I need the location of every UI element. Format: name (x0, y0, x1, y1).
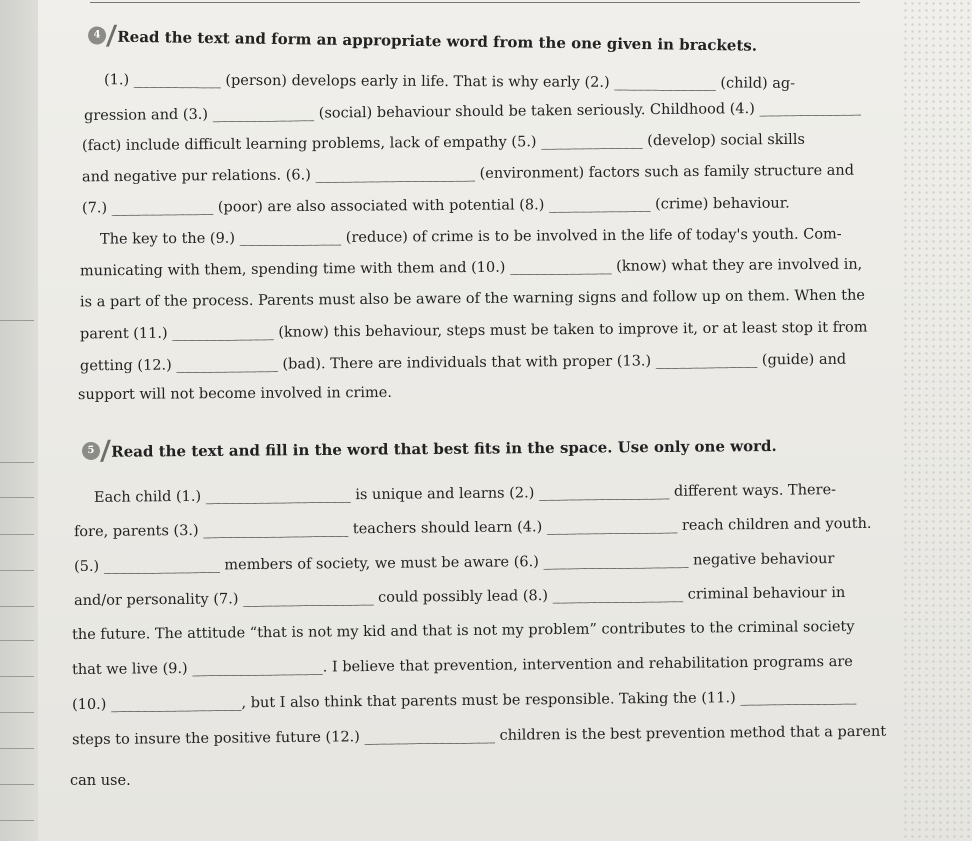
exercise-5-line: Each child (1.) ____________________ is unique and learns (2.) __________________ different ways. There- (93, 482, 837, 506)
worksheet-page (38, 0, 972, 841)
exercise-5-line: the future. The attitude “that is not my kid and that is not my problem” contributes to the criminal society (71, 618, 855, 644)
exercise-4-line: getting (12.) ______________ (bad). There are individuals that with proper (13.) ______________ (guide) and (79, 351, 847, 375)
exercise-4-line: parent (11.) ______________ (know) this behaviour, steps must be taken to improve it, or at least stop it from (79, 319, 868, 343)
exercise-4-line: gression and (3.) ______________ (social) behaviour should be taken seriously. Childhood (4.) ______________ (83, 99, 862, 125)
exercise-4-line: municating with them, spending time with them and (10.) ______________ (know) what they are involved in, (79, 256, 863, 280)
exercise-4-line: support will not become involved in crime. (77, 384, 393, 404)
exercise-5-line: and/or personality (7.) __________________ could possibly lead (8.) __________________ criminal behaviour in (73, 584, 846, 610)
exercise-4-line: The key to the (9.) ______________ (reduce) of crime is to be involved in the life of today's youth. Com- (99, 226, 842, 248)
exercise-5-line: (5.) ________________ members of society, we must be aware (6.) ____________________ negative behaviour (73, 551, 835, 575)
exercise-5-line: steps to insure the positive future (12.) __________________ children is the best prevention method that a parent (71, 723, 887, 749)
exercise-4-line: and negative pur relations. (6.) ______________________ (environment) factors such as family structure and (81, 162, 855, 186)
exercise-4-line: (fact) include difficult learning problems, lack of empathy (5.) ______________ (develop) social skills (81, 131, 805, 155)
exercise-4-line: is a part of the process. Parents must also be aware of the warning signs and follow up on them. When the (79, 287, 866, 311)
exercise-5-number: 5 (82, 442, 100, 460)
exercise-5-line: that we live (9.) __________________. I believe that prevention, intervention and rehabilitation programs are (71, 653, 853, 679)
exercise-4-line: (7.) ______________ (poor) are also associated with potential (8.) ______________ (crime) behaviour. (81, 195, 790, 217)
page-edge (0, 0, 38, 841)
exercise-5-line: can use. (70, 773, 131, 789)
exercise-4-number: 4 (88, 26, 106, 44)
exercise-4-line: (1.) ____________ (person) develops early in life. That is why early (2.) ______________ (child) ag- (103, 72, 796, 92)
exercise-5-line: fore, parents (3.) ____________________ teachers should learn (4.) __________________ reach children and youth. (73, 515, 872, 541)
exercise-5-instruction: Read the text and fill in the word that best fits in the space. Use only one word. (111, 436, 777, 461)
top-rule (90, 2, 860, 3)
exercise-4-instruction: Read the text and form an appropriate word from the one given in brackets. (117, 27, 758, 55)
dot-pattern (902, 0, 972, 841)
exercise-5-line: (10.) __________________, but I also think that parents must be responsible. Taking the (11.) ________________ (71, 688, 857, 714)
